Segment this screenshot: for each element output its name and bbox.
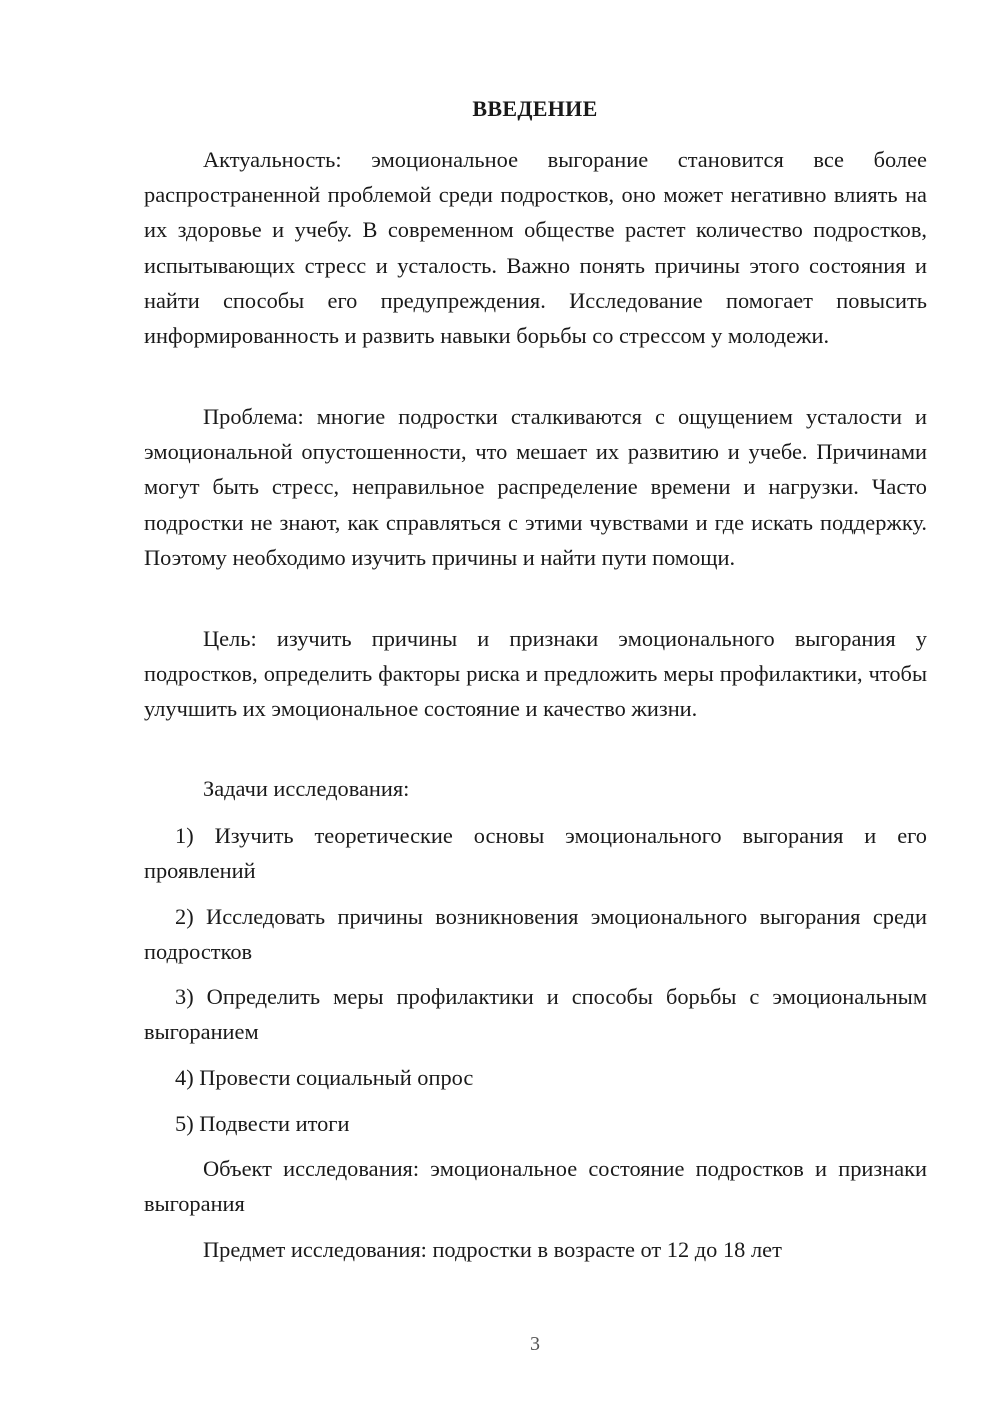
task-list-item-3: 3) Определить меры профилактики и способы борьбы с эмоциональным выгоранием xyxy=(144,984,927,1045)
task-list-item-2: 2) Исследовать причины возникновения эмоционального выгорания среди подростков xyxy=(144,904,927,965)
heading-text: ВВЕДЕНИЕ xyxy=(472,96,598,121)
subject-paragraph: Предмет исследования: подростки в возрасте от 12 до 18 лет xyxy=(203,1237,782,1262)
task-list-item-1: 1) Изучить теоретические основы эмоционального выгорания и его проявлений xyxy=(144,823,927,884)
page-number: 3 xyxy=(530,1333,540,1355)
relevance-paragraph: Актуальность: эмоциональное выгорание становится все более распространенной проблемой среди подростков, оно может негативно влиять на их здоровье и учебу. В современном обществе растет количество подростков, испытывающих стресс и усталость. Важно понять причины этого состояния и найти способы его предупреждения. Исследование помогает повысить информированность и развить навыки борьбы со стрессом у молодежи. xyxy=(144,147,927,349)
problem-paragraph: Проблема: многие подростки сталкиваются с ощущением усталости и эмоциональной опустошенности, что мешает их развитию и учебе. Причинами могут быть стресс, неправильное распределение времени и нагрузки. Часто подростки не знают, как справляться с этими чувствами и где искать поддержку. Поэтому необходимо изучить причины и найти пути помощи. xyxy=(144,404,927,570)
tasks-heading: Задачи исследования: xyxy=(203,776,410,801)
section-heading xyxy=(0,96,1000,122)
task-list-item-5: 5) Подвести итоги xyxy=(175,1111,350,1136)
object-paragraph: Объект исследования: эмоциональное состояние подростков и признаки выгорания xyxy=(144,1156,927,1217)
goal-paragraph: Цель: изучить причины и признаки эмоционального выгорания у подростков, определить факторы риска и предложить меры профилактики, чтобы улучшить их эмоциональное состояние и качество жизни. xyxy=(144,626,927,722)
task-list-item-4: 4) Провести социальный опрос xyxy=(175,1065,474,1090)
